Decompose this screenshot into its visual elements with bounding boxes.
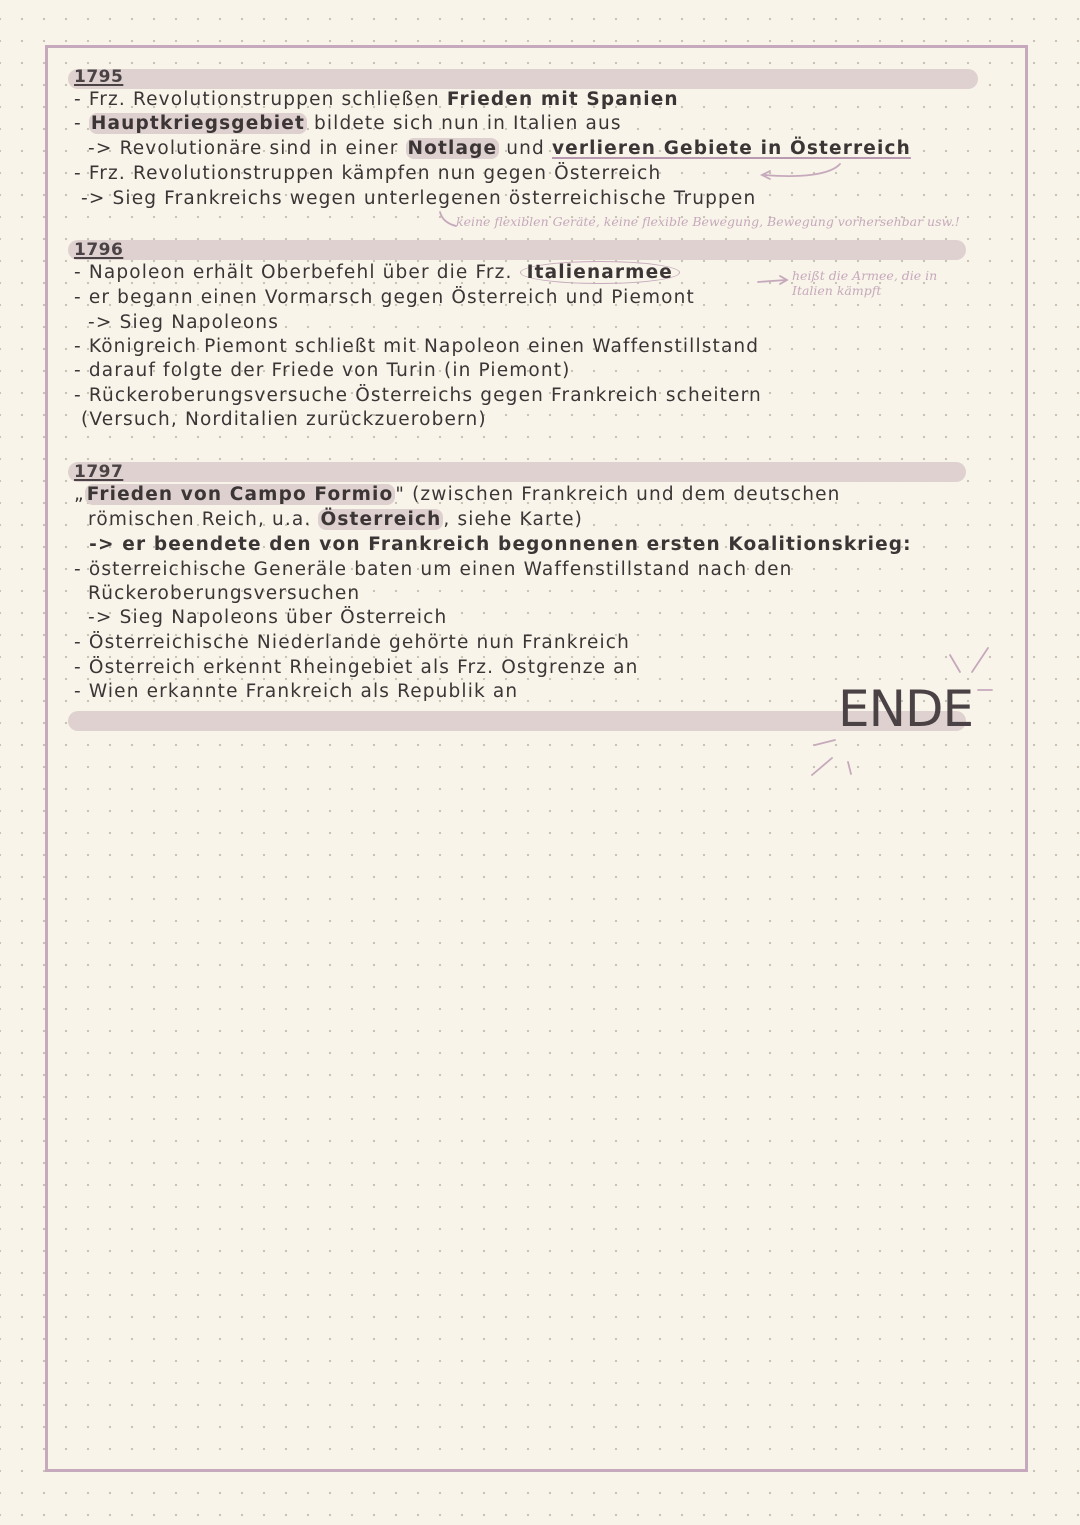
text-line: Rückeroberungsversuchen (74, 583, 361, 604)
text-line: - Österreich erkennt Rheingebiet als Frz. Ostgrenze an (74, 657, 639, 678)
text-line: -> Sieg Frankreichs wegen unterlegenen österreichische Truppen (74, 188, 757, 209)
text-line: „ Frieden von Campo Formio " (zwischen Frankreich und dem deutschen (74, 484, 841, 505)
text-line: - Frz. Revolutionstruppen kämpfen nun gegen Österreich (74, 163, 662, 184)
highlight-term: Frieden von Campo Formio (86, 484, 394, 505)
text-line: - er begann einen Vormarsch gegen Österreich und Piemont (74, 287, 695, 308)
text-line: - Wien erkannte Frankreich als Republik an (74, 681, 519, 702)
highlight-term: Notlage (407, 138, 498, 159)
end-label: ENDE (838, 680, 974, 738)
text-line: -> er beendete den von Frankreich begonnenen ersten Koalitionskrieg: (74, 534, 912, 555)
text-line: -> Sieg Napoleons (74, 312, 279, 333)
highlight-term: Hauptkriegsgebiet (90, 113, 305, 134)
highlight-term: Frieden mit Spanien (446, 89, 679, 110)
text-line: - Österreichische Niederlande gehörte nun Frankreich (74, 632, 630, 653)
text-line: -> Sieg Napoleons über Österreich (74, 607, 448, 628)
text-line: - österreichische Generäle baten um einen Waffenstillstand nach den (74, 559, 793, 580)
text-line: - Frz. Revolutionstruppen schließen Frieden mit Spanien (74, 89, 679, 110)
text-line: römischen Reich, u.a. Österreich , siehe Karte) (74, 509, 584, 530)
year-heading-1797: 1797 (74, 462, 124, 482)
text-line: - Hauptkriegsgebiet bildete sich nun in Italien aus (74, 113, 622, 134)
text-line: -> Revolutionäre sind in einer Notlage und verlieren Gebiete in Österreich (74, 138, 911, 159)
circled-term: Italienarmee (520, 261, 680, 284)
text-line: - Rückeroberungsversuche Österreichs gegen Frankreich scheitern (74, 385, 762, 406)
year-heading-1796: 1796 (74, 240, 124, 260)
handwritten-note: keine flexiblen Geräte, keine flexible Bewegung, Bewegung vorhersehbar usw.! (456, 214, 960, 229)
handwritten-note: heißt die Armee, die in Italien kämpft (792, 268, 938, 298)
text-line: - darauf folgte der Friede von Turin (in Piemont) (74, 360, 571, 381)
highlight-term: Österreich (320, 509, 442, 530)
underlined-term: verlieren Gebiete in Österreich (551, 138, 911, 159)
text-line: (Versuch, Norditalien zurückzuerobern) (74, 409, 487, 430)
year-heading-1795: 1795 (74, 67, 124, 87)
text-line: - Napoleon erhält Oberbefehl über die Frz. Italienarmee (74, 261, 680, 285)
text-line: - Königreich Piemont schließt mit Napoleon einen Waffenstillstand (74, 336, 760, 357)
